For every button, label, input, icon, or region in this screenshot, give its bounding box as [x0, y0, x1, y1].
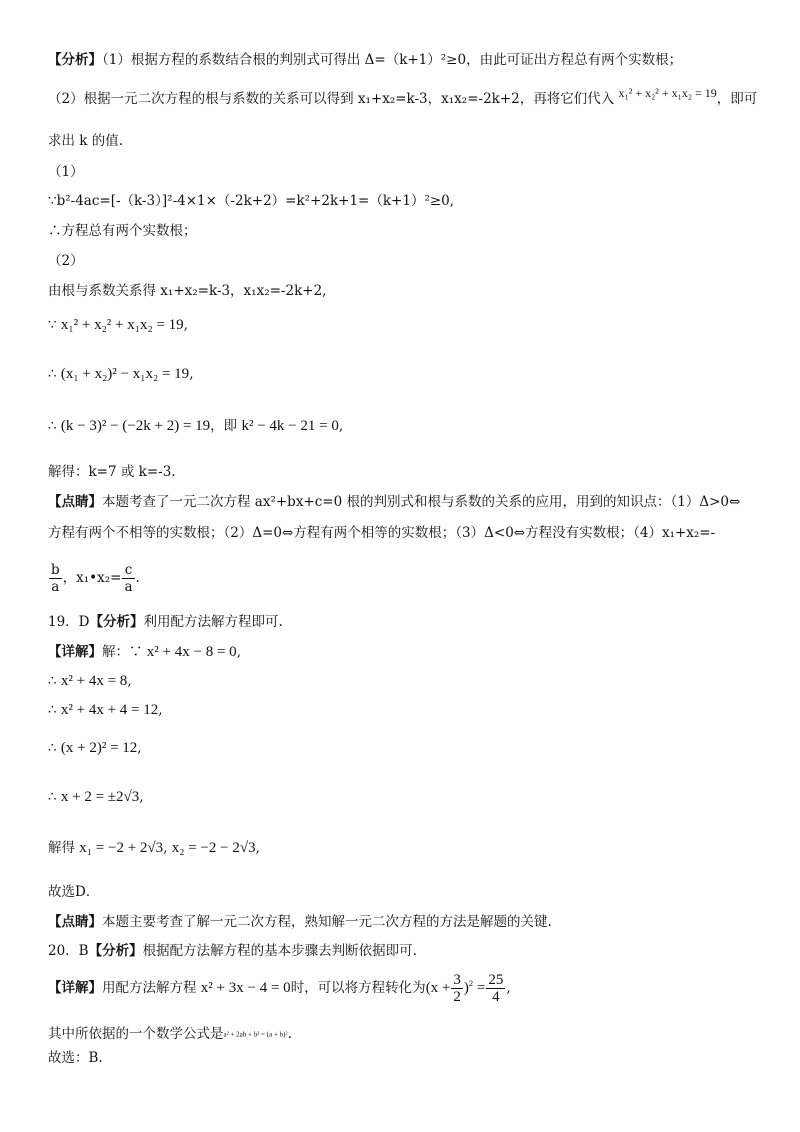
fraction-numerator: c	[122, 562, 134, 579]
q19-detail-line: 【详解】解：∵ x² + 4x − 8 = 0,	[48, 644, 241, 660]
q20-basis-end: .	[287, 1026, 292, 1042]
q18-comment-1: 本题考查了一元二次方程 ax²+bx+c=0 根的判别式和根与系数的关系的应用，用到的知识点：（1）Δ>0⇔	[102, 494, 741, 510]
detail-label: 【详解】	[48, 644, 102, 660]
analysis-label: 【分析】	[88, 943, 143, 959]
q20-basis-line	[48, 1024, 292, 1045]
q18-vieta: 由根与系数关系得 x₁+x₂=k-3，x₁x₂=-2k+2,	[48, 283, 327, 299]
analysis-label: 【分析】	[89, 614, 144, 630]
q18-comment-3-mid: ，x₁•x₂=	[62, 570, 122, 586]
q18-eq-4: k² − 4k − 21 = 0	[241, 418, 339, 434]
fraction-numerator: b	[51, 562, 60, 578]
q18-analysis-2a: （2）根据一元二次方程的根与系数的关系可以得到 x₁+x₂=k-3，x₁x₂=-2k+2，再将它们代入	[48, 91, 615, 107]
q20-equation: x² + 3x − 4 = 0	[200, 979, 291, 996]
q18-eq-3-mid: 即	[223, 418, 238, 434]
q19-step-3: ∴ x² + 4x + 4 = 12,	[48, 702, 163, 718]
q19-result: 解得 x₁ = −2 + 2√3, x₂ = −2 − 2√3,	[48, 840, 260, 856]
q19-comment: 本题主要考查了解一元二次方程，熟知解一元二次方程的方法是解题的关键.	[102, 914, 552, 930]
q20-detail-a: 用配方法解方程	[102, 979, 197, 996]
because-symbol: ∵	[48, 317, 57, 333]
fraction-b-over-a	[49, 562, 62, 595]
therefore-symbol: ∴	[48, 740, 57, 756]
fraction-denominator: 2	[453, 989, 461, 1005]
q18-analysis-formula: x₁² + x₂² + x₁x₂ = 19	[618, 86, 717, 100]
q18-eq-2: (x₁ + x₂)² − x₁x₂ = 19	[60, 366, 190, 382]
comment-label: 【点睛】	[48, 494, 102, 510]
q19-choice: 故选D．	[48, 884, 100, 900]
q20-detail-line: 【详解】用配方法解方程 x² + 3x − 4 = 0时，可以将方程转化为(x + $\frac{3}{2}$ )$^2$ = $\frac{25}{4}$ ,	[48, 972, 511, 1005]
q19-result-prefix: 解得	[48, 840, 75, 856]
q19-eq-3: x² + 4x + 4 = 12	[60, 702, 159, 718]
q20-analysis: 根据配方法解方程的基本步骤去判断依据即可.	[142, 943, 417, 959]
fraction-denominator: a	[124, 579, 133, 595]
q18-analysis-2b: ，即可	[716, 91, 758, 107]
q18-analysis-line-1	[48, 50, 682, 70]
q19-analysis: 利用配方法解方程即可.	[143, 614, 283, 630]
q20-target-form: (x + $\frac{3}{2}$ )$^2$ = $\frac{25}{4}$	[425, 972, 504, 1005]
q20-header	[48, 941, 417, 961]
q18-analysis-line-2	[48, 86, 758, 109]
therefore-symbol: ∴	[48, 418, 57, 434]
therefore-symbol: ∴	[48, 366, 57, 382]
q19-step-2: ∴ x² + 4x = 8,	[48, 673, 132, 689]
q18-step-1: ∵ x₁² + x₂² + x₁x₂ = 19,	[48, 317, 188, 333]
fraction-25-over-4	[486, 972, 505, 1005]
fraction-numerator: 3	[453, 972, 461, 988]
therefore-symbol: ∴	[48, 702, 57, 718]
detail-label: 【详解】	[48, 979, 102, 996]
therefore-symbol: ∴	[48, 789, 57, 805]
comment-label: 【点睛】	[48, 914, 102, 930]
q18-conclusion-1: ∴方程总有两个实数根；	[48, 223, 197, 239]
q18-analysis-1: （1）根据方程的系数结合根的判别式可得出 Δ=（k+1）²≥0，由此可证出方程总有两个实数根；	[102, 52, 683, 68]
q19-comment-line	[48, 912, 552, 932]
q18-solve: 解得：k=7 或 k=-3.	[48, 464, 176, 480]
q19-solve-prefix: 解：∵	[102, 644, 143, 660]
q18-step-3: ∴ (k − 3)² − (−2k + 2) = 19，即 k² − 4k − 21 = 0,	[48, 418, 344, 434]
q19-eq-4: (x + 2)² = 12	[60, 740, 138, 756]
q18-part-2: （2）	[48, 253, 84, 269]
q20-basis-a: 其中所依据的一个数学公式是	[48, 1026, 224, 1042]
fraction-3-over-2	[451, 972, 463, 1005]
q19-header	[48, 612, 283, 632]
fraction-c-over-a	[122, 562, 134, 595]
q18-comment-3-end: .	[135, 570, 140, 586]
q18-comment-line-3	[48, 562, 140, 595]
q20-choice: 故选：B.	[48, 1050, 103, 1066]
q19-root-1: x₁ = −2 + 2√3	[79, 840, 164, 856]
q19-step-4: ∴ (x + 2)² = 12,	[48, 740, 142, 756]
therefore-symbol: ∴	[48, 673, 57, 689]
q18-comment-2: 方程有两个不相等的实数根；（2）Δ=0⇔方程有两个相等的实数根；（3）Δ<0⇔方程没有实数根；（4）x₁+x₂=-	[48, 525, 716, 541]
q18-comment-line-1	[48, 492, 740, 512]
q19-root-2: x₂ = −2 − 2√3	[171, 840, 256, 856]
q18-step-2: ∴ (x₁ + x₂)² − x₁x₂ = 19,	[48, 366, 194, 382]
q18-eq-1: x₁² + x₂² + x₁x₂ = 19	[60, 317, 184, 333]
q18-part-1: （1）	[48, 164, 84, 180]
q19-step-5: ∴ x + 2 = ±2√3,	[48, 789, 144, 805]
q19-eq-1: x² + 4x − 8 = 0	[146, 644, 237, 660]
q20-detail-b: 时，可以将方程转化为	[290, 979, 426, 996]
fraction-numerator: 25	[488, 972, 504, 988]
q18-discriminant: ∵b²-4ac=[-（k-3）]²-4×1×（-2k+2）=k²+2k+1=（k+1）²≥0,	[48, 193, 455, 209]
q19-eq-2: x² + 4x = 8	[60, 673, 128, 689]
analysis-label: 【分析】	[48, 52, 102, 68]
fraction-denominator: a	[51, 579, 60, 595]
q18-eq-3: (k − 3)² − (−2k + 2) = 19	[60, 418, 211, 434]
q18-analysis-2c: 求出 k 的值.	[48, 133, 124, 149]
q20-number-answer: 20．B	[48, 943, 89, 959]
fraction-denominator: 4	[492, 989, 500, 1005]
q19-number-answer: 19．D	[48, 614, 90, 630]
q19-eq-5: x + 2 = ±2√3	[60, 789, 140, 805]
q20-basis-formula: a² + 2ab + b² = (a + b)²	[223, 1030, 288, 1039]
